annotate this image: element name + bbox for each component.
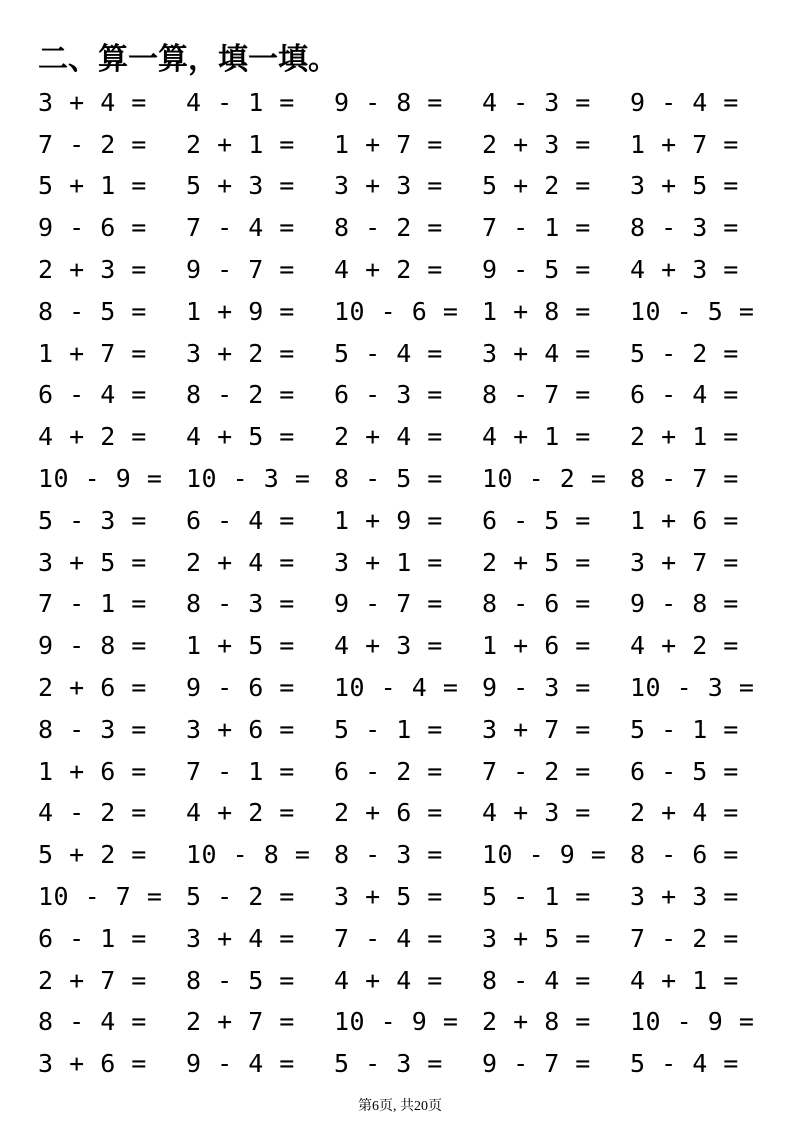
problem-item: 6 - 4 =: [630, 380, 739, 410]
problem-row: [38, 876, 778, 918]
problem-item: 10 - 9 =: [334, 1007, 459, 1037]
problem-row: [38, 960, 778, 1002]
problem-item: 6 - 5 =: [630, 756, 739, 786]
problem-row: [38, 751, 778, 793]
problem-item: 1 + 6 =: [38, 756, 147, 786]
problem-item: 3 + 4 =: [38, 87, 147, 117]
problem-item: 6 - 4 =: [38, 380, 147, 410]
problem-row: [38, 500, 778, 542]
problem-item: 7 - 1 =: [482, 213, 591, 243]
problem-item: 8 - 6 =: [482, 589, 591, 619]
problem-item: 6 - 4 =: [186, 505, 295, 535]
problem-item: 10 - 9 =: [482, 840, 607, 870]
problem-item: 5 + 1 =: [38, 171, 147, 201]
problem-row: [38, 542, 778, 584]
problem-item: 10 - 4 =: [334, 673, 459, 703]
problem-item: 4 - 3 =: [482, 87, 591, 117]
problem-item: 8 - 7 =: [630, 464, 739, 494]
problem-item: 5 - 3 =: [38, 505, 147, 535]
problem-row: [38, 1043, 778, 1085]
problem-item: 8 - 3 =: [186, 589, 295, 619]
problem-item: 2 + 6 =: [334, 798, 443, 828]
problem-item: 3 + 7 =: [482, 714, 591, 744]
problem-item: 7 - 4 =: [334, 923, 443, 953]
problem-item: 6 - 3 =: [334, 380, 443, 410]
problem-item: 3 + 3 =: [630, 882, 739, 912]
problem-item: 10 - 6 =: [334, 296, 459, 326]
problem-item: 7 - 1 =: [186, 756, 295, 786]
problem-row: [38, 1002, 778, 1044]
problem-item: 2 + 3 =: [38, 255, 147, 285]
problem-item: 5 - 3 =: [334, 1049, 443, 1079]
problem-item: 5 + 2 =: [38, 840, 147, 870]
problem-item: 10 - 9 =: [630, 1007, 755, 1037]
problem-item: 3 + 5 =: [482, 923, 591, 953]
problem-item: 8 - 5 =: [334, 464, 443, 494]
problem-item: 8 - 7 =: [482, 380, 591, 410]
problem-item: 6 - 1 =: [38, 923, 147, 953]
problem-item: 4 + 2 =: [186, 798, 295, 828]
problem-item: 8 - 6 =: [630, 840, 739, 870]
problem-item: 3 + 4 =: [482, 338, 591, 368]
problem-item: 3 + 6 =: [186, 714, 295, 744]
problem-item: 2 + 4 =: [334, 422, 443, 452]
problem-row: [38, 793, 778, 835]
problem-item: 2 + 8 =: [482, 1007, 591, 1037]
problem-row: [38, 333, 778, 375]
problem-item: 10 - 9 =: [38, 464, 163, 494]
problem-grid: [38, 82, 778, 1085]
problem-item: 4 + 3 =: [482, 798, 591, 828]
problem-item: 9 - 6 =: [186, 673, 295, 703]
problem-item: 10 - 8 =: [186, 840, 311, 870]
problem-item: 5 - 2 =: [186, 882, 295, 912]
problem-row: [38, 124, 778, 166]
problem-item: 7 - 2 =: [482, 756, 591, 786]
problem-item: 5 - 2 =: [630, 338, 739, 368]
problem-item: 4 + 3 =: [630, 255, 739, 285]
problem-item: 8 - 5 =: [186, 965, 295, 995]
problem-item: 2 + 7 =: [186, 1007, 295, 1037]
problem-item: 10 - 5 =: [630, 296, 755, 326]
problem-item: 9 - 7 =: [186, 255, 295, 285]
problem-item: 9 - 3 =: [482, 673, 591, 703]
problem-item: 8 - 2 =: [334, 213, 443, 243]
problem-item: 7 - 4 =: [186, 213, 295, 243]
problem-item: 7 - 2 =: [630, 923, 739, 953]
problem-item: 4 + 5 =: [186, 422, 295, 452]
problem-item: 6 - 5 =: [482, 505, 591, 535]
problem-item: 4 + 2 =: [630, 631, 739, 661]
problem-item: 9 - 7 =: [482, 1049, 591, 1079]
problem-item: 9 - 4 =: [186, 1049, 295, 1079]
problem-item: 8 - 4 =: [38, 1007, 147, 1037]
problem-item: 4 - 1 =: [186, 87, 295, 117]
problem-item: 10 - 3 =: [186, 464, 311, 494]
problem-item: 3 + 3 =: [334, 171, 443, 201]
problem-item: 3 + 5 =: [630, 171, 739, 201]
problem-item: 5 - 1 =: [482, 882, 591, 912]
section-heading: 二、算一算，填一填。: [38, 42, 338, 77]
problem-row: [38, 291, 778, 333]
problem-item: 5 + 3 =: [186, 171, 295, 201]
problem-item: 10 - 2 =: [482, 464, 607, 494]
problem-item: 2 + 5 =: [482, 547, 591, 577]
problem-item: 3 + 7 =: [630, 547, 739, 577]
problem-item: 1 + 6 =: [482, 631, 591, 661]
problem-item: 8 - 2 =: [186, 380, 295, 410]
problem-row: [38, 625, 778, 667]
problem-item: 3 + 5 =: [38, 547, 147, 577]
problem-item: 1 + 5 =: [186, 631, 295, 661]
problem-item: 2 + 4 =: [630, 798, 739, 828]
problem-row: [38, 82, 778, 124]
problem-item: 1 + 9 =: [334, 505, 443, 535]
problem-item: 1 + 7 =: [38, 338, 147, 368]
problem-item: 2 + 4 =: [186, 547, 295, 577]
problem-item: 2 + 1 =: [186, 129, 295, 159]
problem-item: 9 - 8 =: [334, 87, 443, 117]
problem-item: 4 + 3 =: [334, 631, 443, 661]
problem-item: 5 - 1 =: [334, 714, 443, 744]
problem-row: [38, 249, 778, 291]
problem-item: 8 - 3 =: [630, 213, 739, 243]
problem-row: [38, 375, 778, 417]
problem-item: 1 + 8 =: [482, 296, 591, 326]
problem-item: 3 + 5 =: [334, 882, 443, 912]
problem-item: 1 + 6 =: [630, 505, 739, 535]
problem-row: [38, 416, 778, 458]
problem-row: [38, 166, 778, 208]
problem-row: [38, 667, 778, 709]
problem-item: 9 - 6 =: [38, 213, 147, 243]
problem-item: 9 - 7 =: [334, 589, 443, 619]
problem-item: 4 + 2 =: [38, 422, 147, 452]
problem-row: [38, 207, 778, 249]
problem-item: 10 - 3 =: [630, 673, 755, 703]
problem-item: 1 + 7 =: [630, 129, 739, 159]
problem-item: 3 + 6 =: [38, 1049, 147, 1079]
problem-item: 9 - 8 =: [38, 631, 147, 661]
problem-item: 6 - 2 =: [334, 756, 443, 786]
problem-item: 4 + 2 =: [334, 255, 443, 285]
problem-row: [38, 584, 778, 626]
problem-item: 5 - 4 =: [630, 1049, 739, 1079]
problem-row: [38, 458, 778, 500]
problem-item: 2 + 1 =: [630, 422, 739, 452]
problem-item: 9 - 4 =: [630, 87, 739, 117]
problem-item: 10 - 7 =: [38, 882, 163, 912]
problem-item: 2 + 7 =: [38, 965, 147, 995]
problem-item: 7 - 2 =: [38, 129, 147, 159]
problem-item: 5 - 4 =: [334, 338, 443, 368]
problem-item: 3 + 1 =: [334, 547, 443, 577]
problem-item: 3 + 2 =: [186, 338, 295, 368]
problem-item: 4 + 4 =: [334, 965, 443, 995]
problem-item: 5 - 1 =: [630, 714, 739, 744]
problem-row: [38, 709, 778, 751]
problem-item: 4 - 2 =: [38, 798, 147, 828]
problem-item: 5 + 2 =: [482, 171, 591, 201]
problem-row: [38, 918, 778, 960]
problem-item: 8 - 4 =: [482, 965, 591, 995]
problem-item: 4 + 1 =: [630, 965, 739, 995]
problem-item: 1 + 9 =: [186, 296, 295, 326]
problem-item: 9 - 5 =: [482, 255, 591, 285]
page-footer: 第6页, 共20页: [358, 1099, 442, 1114]
problem-item: 4 + 1 =: [482, 422, 591, 452]
problem-item: 7 - 1 =: [38, 589, 147, 619]
problem-item: 2 + 3 =: [482, 129, 591, 159]
problem-item: 8 - 5 =: [38, 296, 147, 326]
problem-item: 8 - 3 =: [38, 714, 147, 744]
problem-item: 3 + 4 =: [186, 923, 295, 953]
problem-item: 1 + 7 =: [334, 129, 443, 159]
problem-item: 8 - 3 =: [334, 840, 443, 870]
problem-row: [38, 834, 778, 876]
problem-item: 2 + 6 =: [38, 673, 147, 703]
problem-item: 9 - 8 =: [630, 589, 739, 619]
